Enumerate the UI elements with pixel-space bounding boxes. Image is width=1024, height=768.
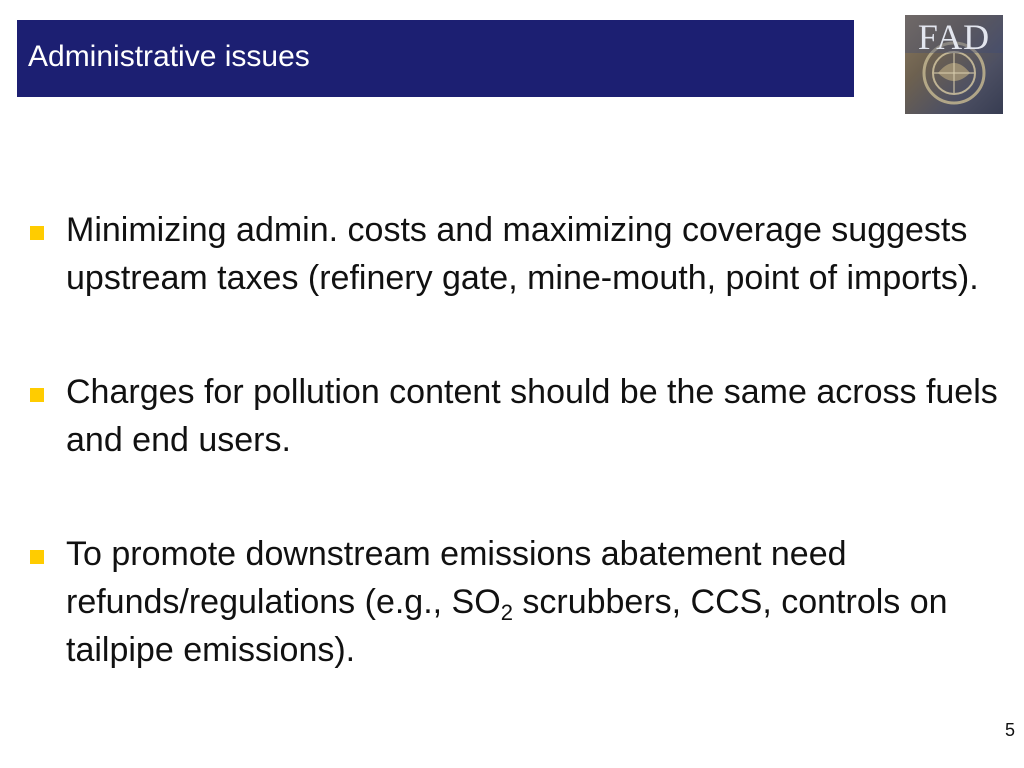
bullet-text	[66, 535, 948, 669]
page-number: 5	[1004, 720, 1015, 740]
bullet-text-before: To promote downstream emissions abatement need refunds/regulations (e.g., SO	[66, 535, 847, 621]
square-bullet-icon	[30, 388, 44, 402]
slide-title: Administrative issues	[28, 39, 310, 73]
bullet-text: Minimizing admin. costs and maximizing coverage suggests upstream taxes (refinery gate, mine-mouth, point of imports).	[66, 211, 979, 297]
bullet-text: Charges for pollution content should be the same across fuels and end users.	[66, 373, 998, 459]
bullet-text-after: scrubbers, CCS, controls on tailpipe emissions).	[66, 583, 948, 669]
title-bar	[17, 20, 854, 97]
square-bullet-icon	[30, 550, 44, 564]
bullet-item	[30, 206, 1010, 302]
bullet-item	[30, 368, 1010, 464]
logo-text: FAD	[917, 17, 991, 57]
bullet-list	[30, 206, 1010, 674]
bullet-item	[30, 530, 1010, 674]
square-bullet-icon	[30, 226, 44, 240]
subscript: 2	[500, 600, 513, 625]
fad-logo	[905, 15, 1003, 114]
